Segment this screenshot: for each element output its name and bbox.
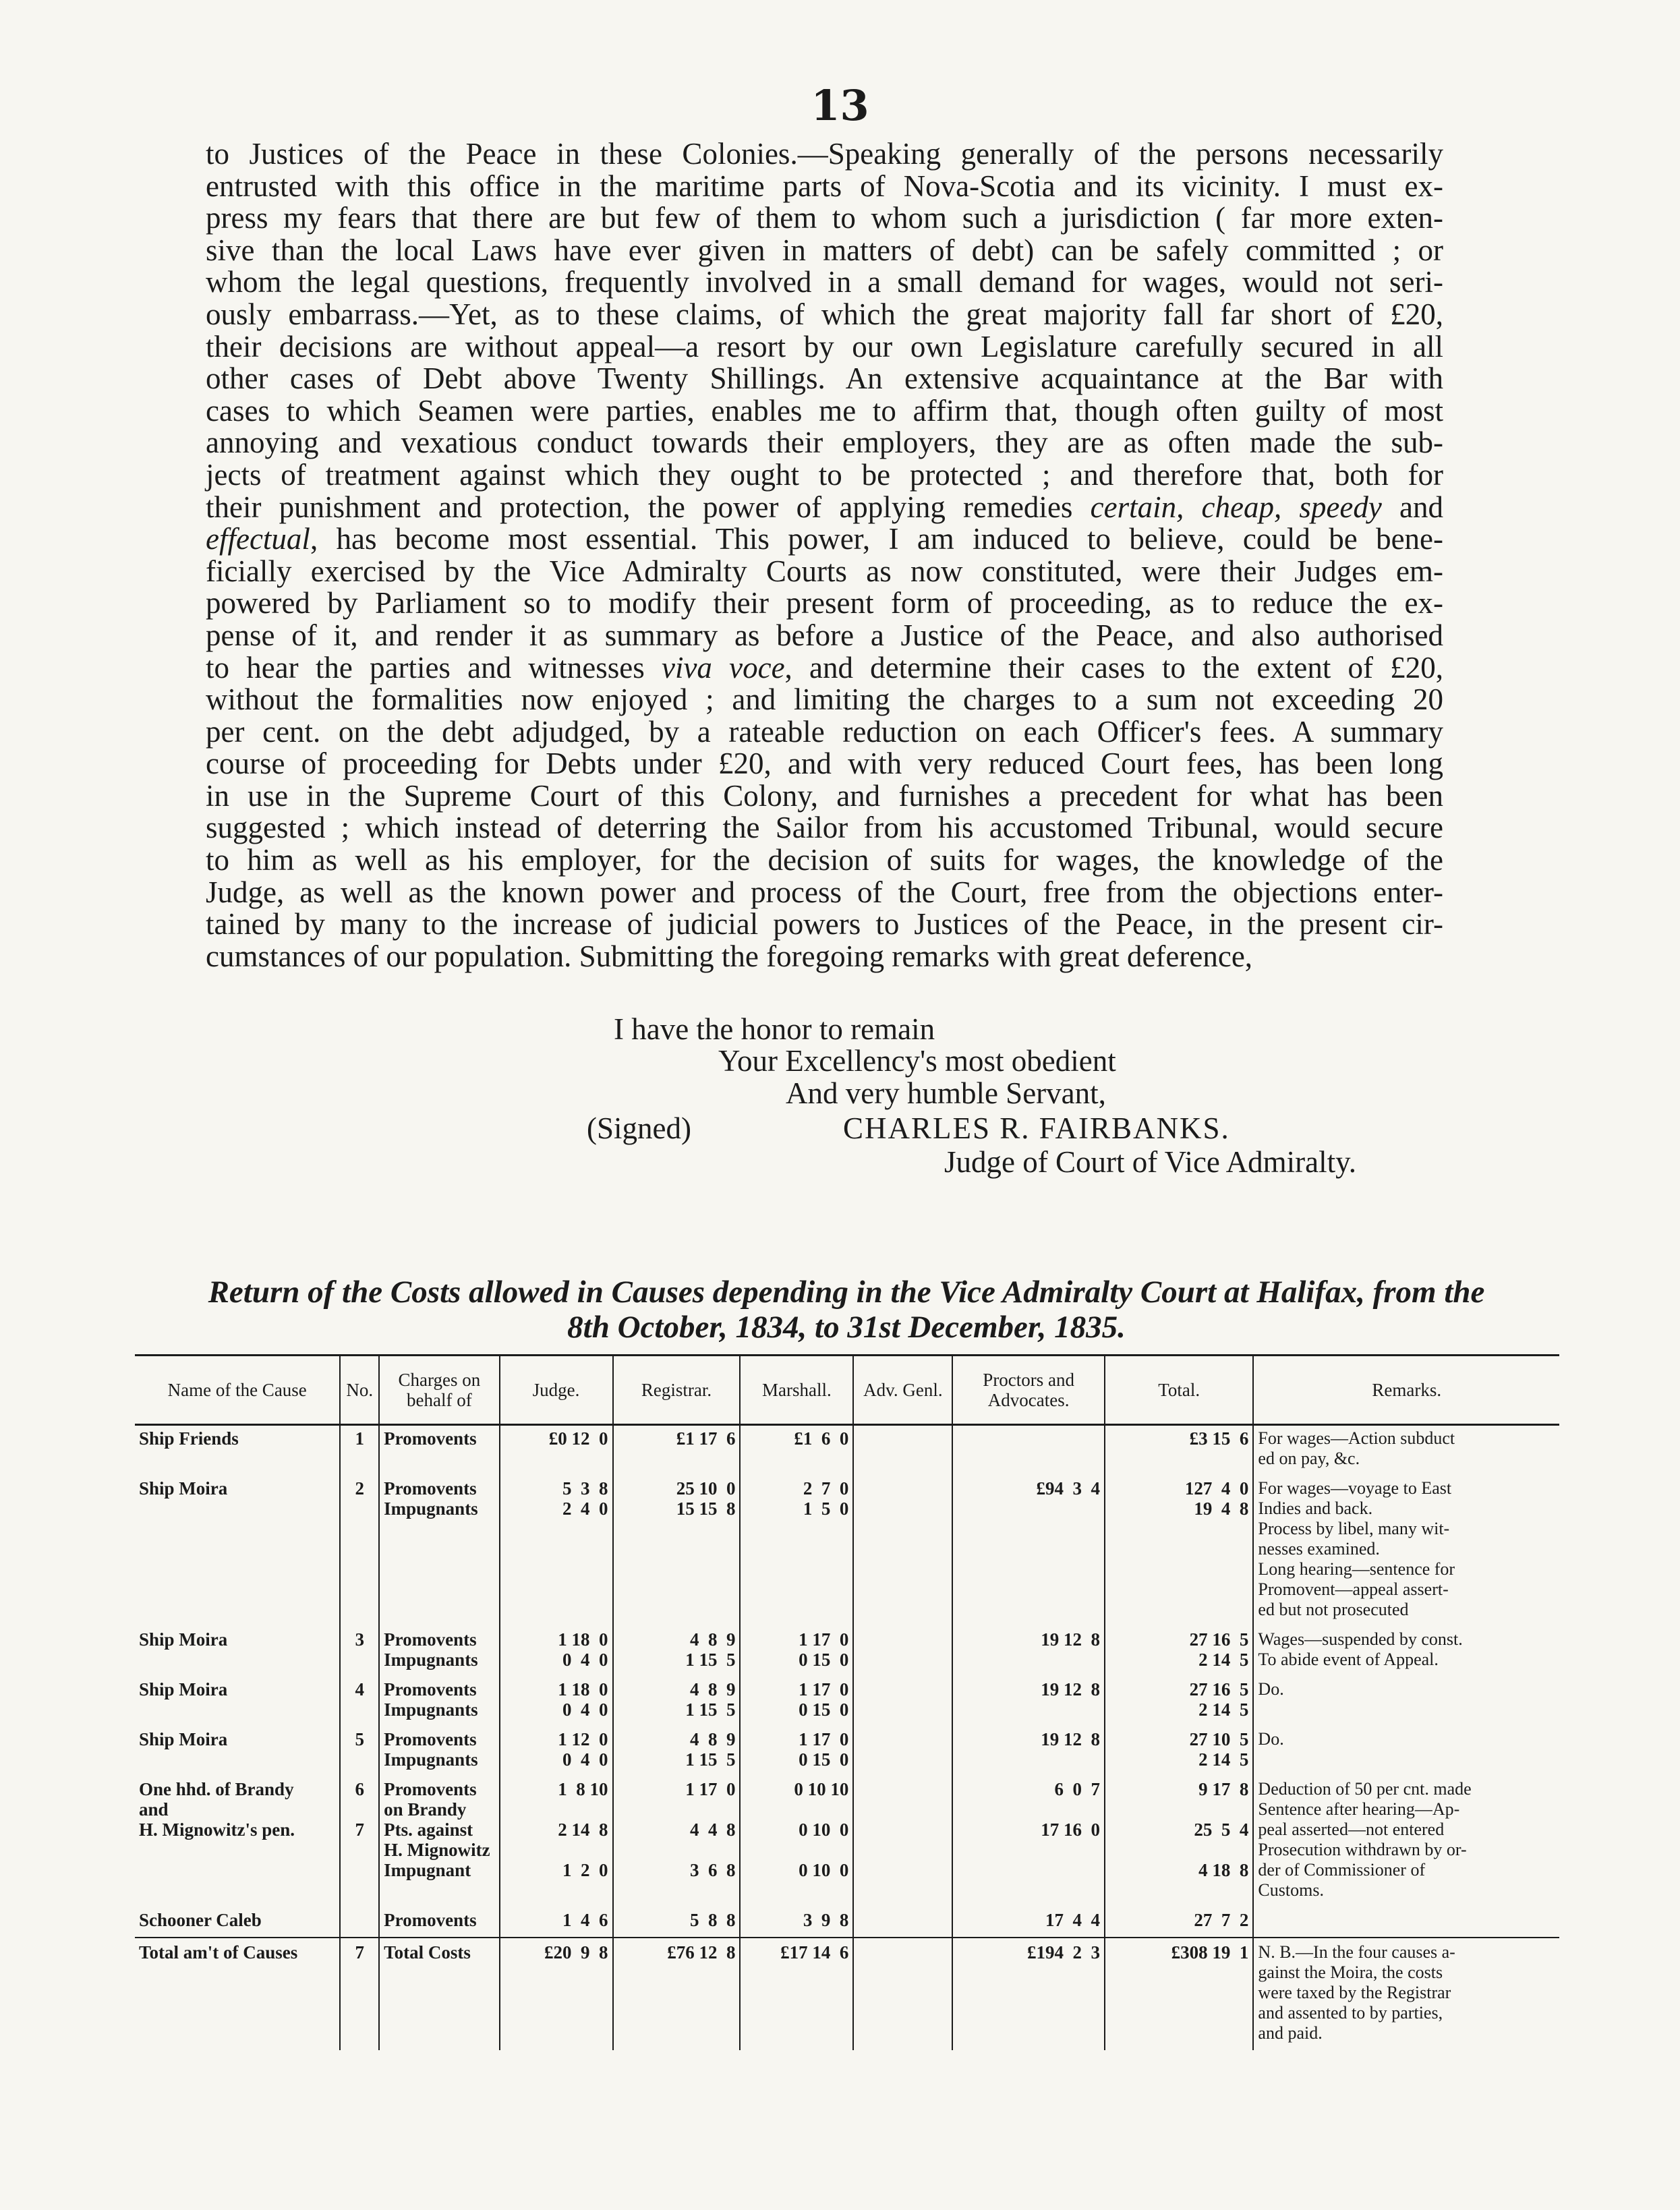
body-line: without the formalities now enjoyed ; and limiting the charges to a sum not exceeding 20 — [206, 682, 1443, 717]
cell-marshall: £17 14 6 — [740, 1938, 853, 2050]
cell-marshall: £1 6 0 — [740, 1425, 853, 1476]
cell-total: 27 7 2 — [1105, 1907, 1253, 1938]
cell-adv — [853, 1726, 952, 1776]
signatory-name: CHARLES R. FAIRBANKS. — [843, 1111, 1230, 1145]
cell-registrar: £76 12 8 — [613, 1938, 741, 2050]
page-number: 13 — [811, 81, 869, 130]
cell-judge: 1 18 0 0 4 0 — [500, 1677, 613, 1726]
cell-marshall: 1 17 0 0 15 0 — [740, 1627, 853, 1677]
cell-no: 4 — [340, 1677, 379, 1726]
closing-line-3: And very humble Servant, — [786, 1076, 1106, 1110]
table-header-row — [135, 1356, 1559, 1425]
cell-marshall: 0 10 10 0 10 0 0 10 0 — [740, 1776, 853, 1907]
cell-registrar: 1 17 0 4 4 8 3 6 8 — [613, 1776, 741, 1907]
body-line: their decisions are without appeal—a resort by our own Legislature carefully secured in all — [206, 329, 1443, 364]
costs-table — [135, 1354, 1559, 2050]
cell-no: 6 7 — [340, 1776, 379, 1907]
cell-judge: 1 18 0 0 4 0 — [500, 1627, 613, 1677]
cell-remarks: For wages—Action subduct ed on pay, &c. — [1253, 1425, 1559, 1476]
cell-charges: Promovents Impugnants — [379, 1627, 499, 1677]
cell-adv — [853, 1627, 952, 1677]
cell-adv — [853, 1938, 952, 2050]
cell-remarks — [1253, 1907, 1559, 1938]
cell-name: Ship Moira — [139, 1478, 228, 1499]
body-line: pense of it, and render it as summary as before a Justice of the Peace, and also authorised — [206, 618, 1443, 652]
body-line: to Justices of the Peace in these Colonies.—Speaking generally of the persons necessarily — [206, 137, 1443, 171]
cell-judge: 1 4 6 — [500, 1907, 613, 1938]
body-line: suggested ; which instead of deterring the Sailor from his accustomed Tribunal, would secure — [206, 811, 1443, 845]
col-header-name: Name of the Cause — [135, 1356, 340, 1425]
cell-name: One hhd. of Brandy and H. Mignowitz's pen. — [139, 1779, 295, 1840]
table-row — [135, 1677, 1559, 1726]
cell-proctors: 19 12 8 — [952, 1677, 1105, 1726]
cell-remarks: Do. — [1253, 1726, 1559, 1776]
cell-marshall: 1 17 0 0 15 0 — [740, 1677, 853, 1726]
cell-name: Ship Moira — [139, 1629, 228, 1650]
body-line: jects of treatment against which they ought to be protected ; and therefore that, both for — [206, 457, 1443, 492]
cell-marshall: 3 9 8 — [740, 1907, 853, 1938]
cell-total: 27 16 5 2 14 5 — [1105, 1677, 1253, 1726]
body-line: press my fears that there are but few of them to whom such a jurisdiction ( far more exten- — [206, 201, 1443, 235]
col-header-proctors: Proctors and Advocates. — [952, 1356, 1105, 1425]
body-line: whom the legal questions, frequently involved in a small demand for wages, would not seri- — [206, 265, 1443, 299]
cell-charges: Promovents Impugnants — [379, 1677, 499, 1726]
cell-judge: 1 8 10 2 14 8 1 2 0 — [500, 1776, 613, 1907]
body-line: course of proceeding for Debts under £20, and with very reduced Court fees, has been long — [206, 747, 1443, 781]
cell-no: 3 — [340, 1627, 379, 1677]
cell-proctors: 17 4 4 — [952, 1907, 1105, 1938]
body-line: ously embarrass.—Yet, as to these claims, of which the great majority fall far short of £20, — [206, 297, 1443, 331]
cell-name: Ship Moira — [139, 1729, 228, 1749]
cell-marshall: 1 17 0 0 15 0 — [740, 1726, 853, 1776]
table-row — [135, 1776, 1559, 1907]
cell-registrar: £1 17 6 — [613, 1425, 741, 1476]
col-header-marshall: Marshall. — [740, 1356, 853, 1425]
body-line: cumstances of our population. Submitting the foregoing remarks with great deference, — [206, 939, 1253, 973]
cell-total: £3 15 6 — [1105, 1425, 1253, 1476]
letter-body — [206, 138, 1443, 972]
cell-total: 127 4 0 19 4 8 — [1105, 1476, 1253, 1627]
cell-remarks: Do. — [1253, 1677, 1559, 1726]
signed-label: (Signed) — [587, 1111, 691, 1145]
body-line: to hear the parties and witnesses viva voce, and determine their cases to the extent of £20, — [206, 650, 1443, 685]
table-row — [135, 1476, 1559, 1627]
total-row — [135, 1938, 1559, 2050]
cell-adv — [853, 1677, 952, 1726]
cell-judge: 1 12 0 0 4 0 — [500, 1726, 613, 1776]
cell-proctors: 19 12 8 — [952, 1726, 1105, 1776]
body-line: sive than the local Laws have ever given in matters of debt) can be safely committed ; or — [206, 233, 1443, 267]
table-row — [135, 1627, 1559, 1677]
table-row — [135, 1907, 1559, 1938]
cell-proctors — [952, 1425, 1105, 1476]
cell-charges: Promovents — [379, 1907, 499, 1938]
col-header-registrar: Registrar. — [613, 1356, 741, 1425]
col-header-remarks: Remarks. — [1253, 1356, 1559, 1425]
cell-registrar: 4 8 9 1 15 5 — [613, 1726, 741, 1776]
cell-proctors: £94 3 4 — [952, 1476, 1105, 1627]
cell-judge: 5 3 8 2 4 0 — [500, 1476, 613, 1627]
table-row — [135, 1425, 1559, 1476]
body-line: ficially exercised by the Vice Admiralty Courts as now constituted, were their Judges em- — [206, 554, 1443, 588]
body-line: Judge, as well as the known power and process of the Court, free from the objections enter- — [206, 875, 1443, 909]
cell-adv — [853, 1476, 952, 1627]
cell-total: 27 16 5 2 14 5 — [1105, 1627, 1253, 1677]
cell-no: 1 — [340, 1425, 379, 1476]
cell-total: 9 17 8 25 5 4 4 18 8 — [1105, 1776, 1253, 1907]
col-header-judge: Judge. — [500, 1356, 613, 1425]
cell-total: £308 19 1 — [1105, 1938, 1253, 2050]
cell-judge: £0 12 0 — [500, 1425, 613, 1476]
cell-remarks: Deduction of 50 per cnt. made Sentence after hearing—Ap- peal asserted—not entered Prosecution withdrawn by or- der of Commissioner of Customs. — [1253, 1776, 1559, 1907]
body-line: effectual, has become most essential. This power, I am induced to believe, could be bene- — [206, 522, 1443, 556]
cell-adv — [853, 1907, 952, 1938]
cell-proctors: 19 12 8 — [952, 1627, 1105, 1677]
body-line: annoying and vexatious conduct towards their employers, they are as often made the sub- — [206, 426, 1443, 460]
cell-total: 27 10 5 2 14 5 — [1105, 1726, 1253, 1776]
table-title — [135, 1275, 1558, 1345]
cell-no: 2 — [340, 1476, 379, 1627]
cell-name: Schooner Caleb — [139, 1910, 262, 1930]
table-row — [135, 1726, 1559, 1776]
body-line: tained by many to the increase of judicial powers to Justices of the Peace, in the present cir- — [206, 907, 1443, 941]
col-header-adv: Adv. Genl. — [853, 1356, 952, 1425]
cell-adv — [853, 1425, 952, 1476]
body-line: other cases of Debt above Twenty Shillings. An extensive acquaintance at the Bar with — [206, 361, 1443, 396]
col-header-total: Total. — [1105, 1356, 1253, 1425]
cell-name: Ship Moira — [139, 1679, 228, 1699]
cell-charges: Promovents on Brandy Pts. against H. Mignowitz Impugnant — [379, 1776, 499, 1907]
table-title-line-1: Return of the Costs allowed in Causes depending in the Vice Admiralty Court at Halifax, from the — [208, 1275, 1485, 1310]
cell-charges: Promovents — [379, 1425, 499, 1476]
cell-remarks: Wages—suspended by const. To abide event of Appeal. — [1253, 1627, 1559, 1677]
cell-charges: Promovents Impugnants — [379, 1726, 499, 1776]
table-title-line-2: 8th October, 1834, to 31st December, 1835. — [567, 1310, 1126, 1345]
signatory-office: Judge of Court of Vice Admiralty. — [944, 1145, 1356, 1179]
body-line: per cent. on the debt adjudged, by a rateable reduction on each Officer's fees. A summary — [206, 714, 1443, 749]
body-line: to him as well as his employer, for the decision of suits for wages, the knowledge of the — [206, 843, 1443, 877]
cell-registrar: 25 10 0 15 15 8 — [613, 1476, 741, 1627]
cell-judge: £20 9 8 — [500, 1938, 613, 2050]
cell-marshall: 2 7 0 1 5 0 — [740, 1476, 853, 1627]
cell-no: 5 — [340, 1726, 379, 1776]
cell-remarks: N. B.—In the four causes a- gainst the Moira, the costs were taxed by the Registrar and assented to by parties, and paid. — [1253, 1938, 1559, 2050]
cell-name: Ship Friends — [139, 1428, 239, 1449]
cell-no: 7 — [340, 1938, 379, 2050]
cell-charges: Promovents Impugnants — [379, 1476, 499, 1627]
col-header-charges: Charges on behalf of — [379, 1356, 499, 1425]
cell-name: Total am't of Causes — [135, 1938, 340, 2050]
body-line: powered by Parliament so to modify their present form of proceeding, as to reduce the ex- — [206, 586, 1443, 620]
cell-proctors: 6 0 7 17 16 0 — [952, 1776, 1105, 1907]
cell-charges: Total Costs — [379, 1938, 499, 2050]
closing-line-1: I have the honor to remain — [614, 1012, 935, 1046]
cell-proctors: £194 2 3 — [952, 1938, 1105, 2050]
cell-registrar: 4 8 9 1 15 5 — [613, 1627, 741, 1677]
cell-no — [340, 1907, 379, 1938]
body-line: their punishment and protection, the power of applying remedies certain, cheap, speedy and — [206, 490, 1444, 524]
body-line: entrusted with this office in the maritime parts of Nova-Scotia and its vicinity. I must ex- — [206, 169, 1443, 203]
col-header-no: No. — [340, 1356, 379, 1425]
body-line: cases to which Seamen were parties, enables me to affirm that, though often guilty of most — [206, 393, 1443, 428]
body-line: in use in the Supreme Court of this Colony, and furnishes a precedent for what has been — [206, 778, 1443, 813]
closing-line-2: Your Excellency's most obedient — [718, 1044, 1116, 1078]
cell-remarks: For wages—voyage to East Indies and back. Process by libel, many wit- nesses examined. Long hearing—sentence for Promovent—appeal assert- ed but not prosecuted — [1253, 1476, 1559, 1627]
cell-registrar: 5 8 8 — [613, 1907, 741, 1938]
cell-registrar: 4 8 9 1 15 5 — [613, 1677, 741, 1726]
cell-adv — [853, 1776, 952, 1907]
